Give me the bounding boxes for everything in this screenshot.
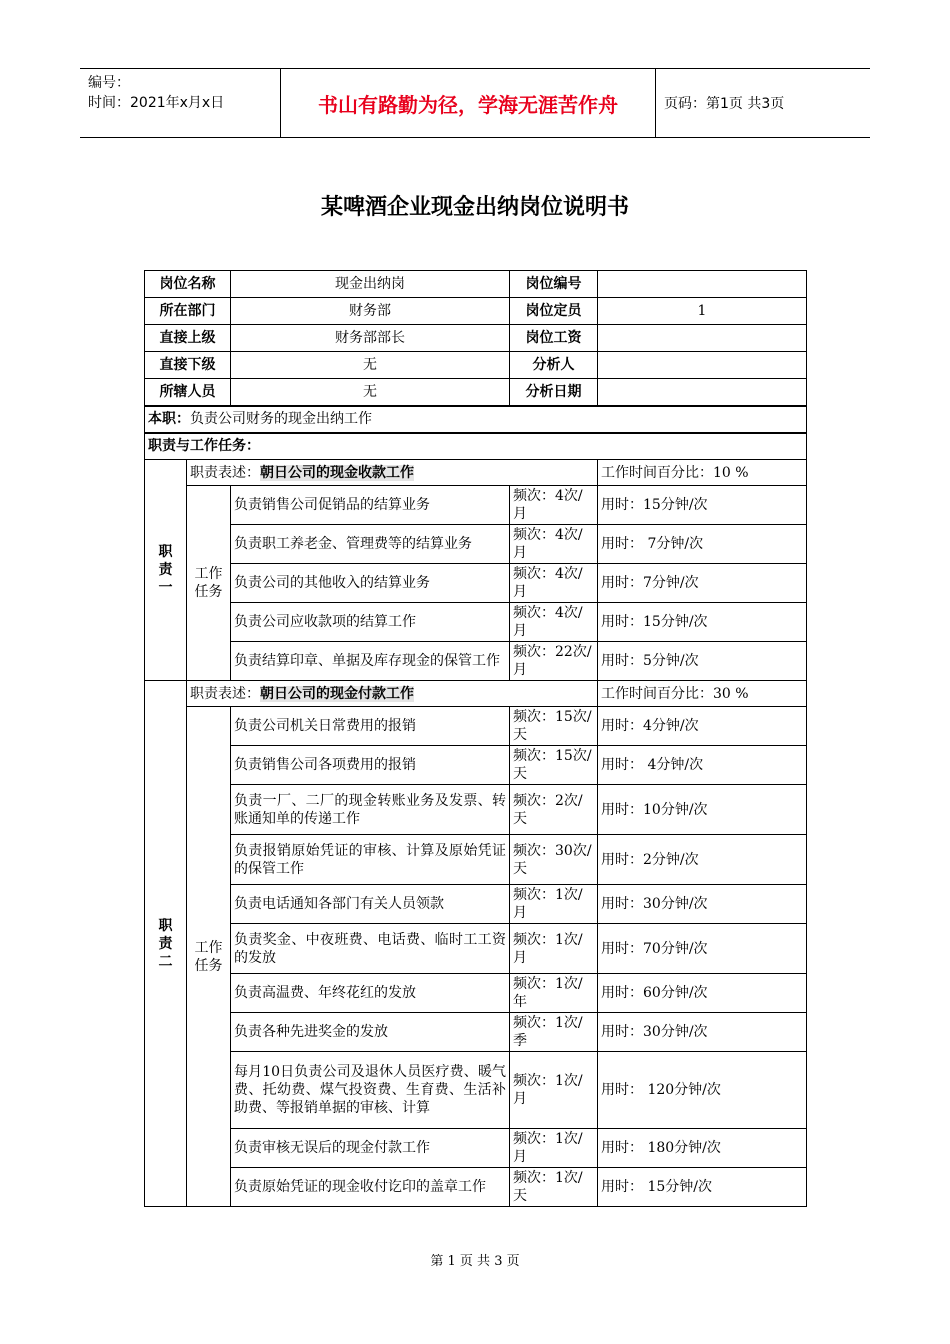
- task-time: 用时：70分钟/次: [598, 924, 807, 974]
- task-time: 用时：5分钟/次: [598, 642, 807, 681]
- task-time: 用时：30分钟/次: [598, 885, 807, 924]
- task-freq: 频次：30次/天: [510, 835, 598, 885]
- info-label: 分析人: [510, 352, 598, 379]
- task-freq: 频次：1次/月: [510, 1129, 598, 1168]
- info-label: 岗位名称: [145, 271, 231, 298]
- task-row: [145, 1129, 807, 1168]
- duty2-label: [145, 681, 187, 1207]
- task-text: 负责公司的其他收入的结算业务: [231, 564, 510, 603]
- task-text: 负责销售公司促销品的结算业务: [231, 486, 510, 525]
- task-row: [145, 885, 807, 924]
- task-text: 负责各种先进奖金的发放: [231, 1013, 510, 1052]
- info-label: 岗位编号: [510, 271, 598, 298]
- header-meta: [88, 73, 224, 113]
- task-freq: 频次：4次/月: [510, 564, 598, 603]
- info-value: [598, 271, 807, 298]
- page-footer: 第 1 页 共 3 页: [430, 1254, 520, 1269]
- work-label-text: 工作任务: [194, 939, 223, 974]
- task-time: 用时： 120分钟/次: [598, 1052, 807, 1129]
- info-value: 1: [598, 298, 807, 325]
- info-label: 直接下级: [145, 352, 231, 379]
- info-label: 岗位工资: [510, 325, 598, 352]
- duty2-label-text: 职责二: [158, 917, 173, 970]
- task-text: 负责公司应收款项的结算工作: [231, 603, 510, 642]
- task-freq: 频次：4次/月: [510, 486, 598, 525]
- duty2-desc-prefix: 职责表述：: [190, 685, 260, 702]
- info-label: 直接上级: [145, 325, 231, 352]
- duties-header: 职责与工作任务：: [145, 433, 807, 460]
- info-value: 无: [231, 352, 510, 379]
- document-title: 某啤酒企业现金出纳岗位说明书: [320, 195, 629, 220]
- task-row: [145, 707, 807, 746]
- task-text: 负责销售公司各项费用的报销: [231, 746, 510, 785]
- job-description-table: [144, 270, 807, 1207]
- time-label: 时间：2021年x月x日: [88, 95, 225, 111]
- main-duty: [145, 406, 807, 433]
- duty1-label-text: 职责一: [158, 544, 173, 596]
- info-label: 分析日期: [510, 379, 598, 406]
- task-row: [145, 1168, 807, 1207]
- task-freq: 频次：1次/天: [510, 1168, 598, 1207]
- task-freq: 频次：4次/月: [510, 603, 598, 642]
- task-text: 负责高温费、年终花红的发放: [231, 974, 510, 1013]
- main-duty-label: 本职：: [148, 411, 190, 427]
- info-value: 无: [231, 379, 510, 406]
- main-duty-row: [145, 406, 807, 433]
- task-text: 负责奖金、中夜班费、电话费、临时工工资的发放: [231, 924, 510, 974]
- task-time: 用时： 15分钟/次: [598, 1168, 807, 1207]
- duty1-desc-text: 朝日公司的现金收款工作: [260, 464, 414, 481]
- task-text: 负责一厂、二厂的现金转账业务及发票、转账通知单的传递工作: [231, 785, 510, 835]
- task-text: 负责报销原始凭证的审核、计算及原始凭证的保管工作: [231, 835, 510, 885]
- task-time: 用时：4分钟/次: [598, 707, 807, 746]
- task-text: 每月10日负责公司及退休人员医疗费、暖气费、托幼费、煤气投资费、生育费、生活补助费、等报销单据的审核、计算: [231, 1052, 510, 1129]
- task-time: 用时：2分钟/次: [598, 835, 807, 885]
- duty2-desc: [187, 681, 598, 707]
- info-row: [145, 271, 807, 298]
- duty2-desc-row: [145, 681, 807, 707]
- task-freq: 频次：1次/月: [510, 924, 598, 974]
- task-text: 负责结算印章、单据及库存现金的保管工作: [231, 642, 510, 681]
- info-value: 财务部: [231, 298, 510, 325]
- task-row: [145, 564, 807, 603]
- info-row: [145, 325, 807, 352]
- main-duty-text: 负责公司财务的现金出纳工作: [190, 411, 372, 427]
- task-row: [145, 924, 807, 974]
- page-header: [80, 68, 870, 138]
- info-value: [598, 379, 807, 406]
- duty1-time-pct: 工作时间百分比：10 %: [598, 460, 807, 486]
- task-time: 用时：30分钟/次: [598, 1013, 807, 1052]
- task-freq: 频次：1次/月: [510, 1052, 598, 1129]
- duty2-time-pct: 工作时间百分比：30 %: [598, 681, 807, 707]
- task-text: 负责电话通知各部门有关人员领款: [231, 885, 510, 924]
- task-text: 负责审核无误后的现金付款工作: [231, 1129, 510, 1168]
- task-freq: 频次：22次/月: [510, 642, 598, 681]
- info-row: [145, 298, 807, 325]
- page-info: 页码：第1页 共3页: [664, 96, 785, 112]
- task-time: 用时：15分钟/次: [598, 486, 807, 525]
- task-text: 负责公司机关日常费用的报销: [231, 707, 510, 746]
- duty2-desc-text: 朝日公司的现金付款工作: [260, 685, 414, 702]
- info-value: 现金出纳岗: [231, 271, 510, 298]
- info-label: 所辖人员: [145, 379, 231, 406]
- task-freq: 频次：1次/季: [510, 1013, 598, 1052]
- info-value: 财务部部长: [231, 325, 510, 352]
- task-row: [145, 746, 807, 785]
- task-freq: 频次：4次/月: [510, 525, 598, 564]
- duty1-label: [145, 460, 187, 681]
- task-time: 用时：7分钟/次: [598, 564, 807, 603]
- task-time: 用时：15分钟/次: [598, 603, 807, 642]
- task-row: [145, 642, 807, 681]
- task-row: [145, 835, 807, 885]
- task-time: 用时：60分钟/次: [598, 974, 807, 1013]
- task-text: 负责原始凭证的现金收付讫印的盖章工作: [231, 1168, 510, 1207]
- task-time: 用时： 4分钟/次: [598, 746, 807, 785]
- task-text: 负责职工养老金、管理费等的结算业务: [231, 525, 510, 564]
- task-row: [145, 974, 807, 1013]
- task-freq: 频次：15次/天: [510, 746, 598, 785]
- duty1-work-label: [187, 486, 231, 681]
- duty1-desc-row: [145, 460, 807, 486]
- task-row: [145, 1052, 807, 1129]
- task-row: [145, 1013, 807, 1052]
- info-label: 岗位定员: [510, 298, 598, 325]
- code-label: 编号：: [88, 75, 130, 91]
- task-row: [145, 785, 807, 835]
- task-freq: 频次：15次/天: [510, 707, 598, 746]
- header-motto: 书山有路勤为径，学海无涯苦作舟: [280, 69, 656, 137]
- duty1-desc: [187, 460, 598, 486]
- task-freq: 频次：1次/月: [510, 885, 598, 924]
- task-row: [145, 486, 807, 525]
- info-row: [145, 379, 807, 406]
- info-row: [145, 352, 807, 379]
- task-time: 用时： 180分钟/次: [598, 1129, 807, 1168]
- task-freq: 频次：2次/天: [510, 785, 598, 835]
- info-value: [598, 352, 807, 379]
- duty2-work-label: [187, 707, 231, 1207]
- duties-header-row: [145, 433, 807, 460]
- info-label: 所在部门: [145, 298, 231, 325]
- task-time: 用时： 7分钟/次: [598, 525, 807, 564]
- duty1-desc-prefix: 职责表述：: [190, 464, 260, 481]
- task-time: 用时：10分钟/次: [598, 785, 807, 835]
- task-freq: 频次：1次/年: [510, 974, 598, 1013]
- task-row: [145, 603, 807, 642]
- work-label-text: 工作任务: [194, 566, 223, 600]
- info-value: [598, 325, 807, 352]
- task-row: [145, 525, 807, 564]
